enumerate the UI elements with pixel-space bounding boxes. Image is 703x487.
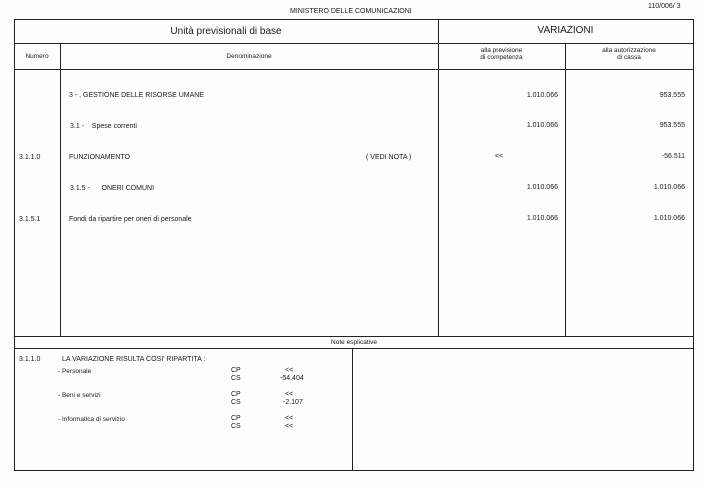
ministry-title: MINISTERO DELLE COMUNICAZIONI	[290, 8, 412, 15]
row-denominazione: 3.1 - Spese correnti	[70, 123, 137, 130]
note-cp-label: CP	[231, 391, 241, 398]
row-nota: ( VEDI NOTA )	[366, 154, 412, 161]
row-cassa: 1.010.066	[653, 184, 685, 191]
row-numero: 3.1.5.1	[19, 216, 41, 223]
note-label: - Personale	[58, 368, 92, 375]
note-label: - Informatica di servizio	[58, 416, 125, 423]
row-denominazione: 3.1.5 - ONERI COMUNI	[70, 185, 155, 192]
note-cs-value: -54.404	[280, 375, 304, 382]
row-cassa: 953.555	[659, 122, 685, 129]
col-header-cassa: alla autorizzazione di cassa	[602, 47, 656, 61]
note-label: - Beni e servizi	[58, 392, 101, 399]
note-cp-value: <<	[285, 391, 294, 398]
col-header-denominazione: Denominazione	[226, 53, 272, 60]
col-header-competenza: alla previsione di competenza	[480, 47, 523, 61]
row-denominazione: 3 - , GESTIONE DELLE RISORSE UMANE	[69, 92, 204, 99]
row-denominazione: Fondi da ripartire per oneri di personale	[69, 216, 192, 223]
note-cs-label: CS	[231, 375, 241, 382]
col-header-numero: Numero	[25, 53, 49, 60]
row-numero: 3.1.1.0	[19, 154, 41, 161]
row-competenza: 1.010.066	[526, 184, 558, 191]
row-denominazione: FUNZIONAMENTO	[69, 154, 130, 161]
note-cp-label: CP	[231, 415, 241, 422]
group-header-unita: Unità previsionali di base	[170, 26, 282, 37]
page-code: 110/006/ 3	[648, 3, 681, 10]
group-header-variazioni: VARIAZIONI	[537, 25, 594, 36]
notes-title: Note esplicative	[331, 339, 377, 346]
note-cp-label: CP	[231, 367, 241, 374]
note-cp-value: <<	[285, 367, 294, 374]
note-cs-value: -2.107	[283, 399, 303, 406]
note-cs-label: CS	[231, 399, 241, 406]
notes-heading: LA VARIAZIONE RISULTA COSI' RIPARTITA :	[62, 356, 206, 363]
note-cs-label: CS	[231, 423, 241, 430]
row-cassa: 953.555	[659, 92, 685, 99]
row-cassa: 1.010.066	[653, 215, 685, 222]
row-cassa: -56.511	[661, 153, 685, 160]
row-competenza: 1.010.066	[526, 92, 558, 99]
notes-numero: 3.1.1.0	[19, 356, 41, 363]
note-cs-value: <<	[285, 423, 294, 430]
row-competenza: 1.010.066	[526, 215, 558, 222]
note-cp-value: <<	[285, 415, 294, 422]
row-competenza: <<	[495, 153, 504, 160]
row-competenza: 1.010.066	[526, 122, 558, 129]
